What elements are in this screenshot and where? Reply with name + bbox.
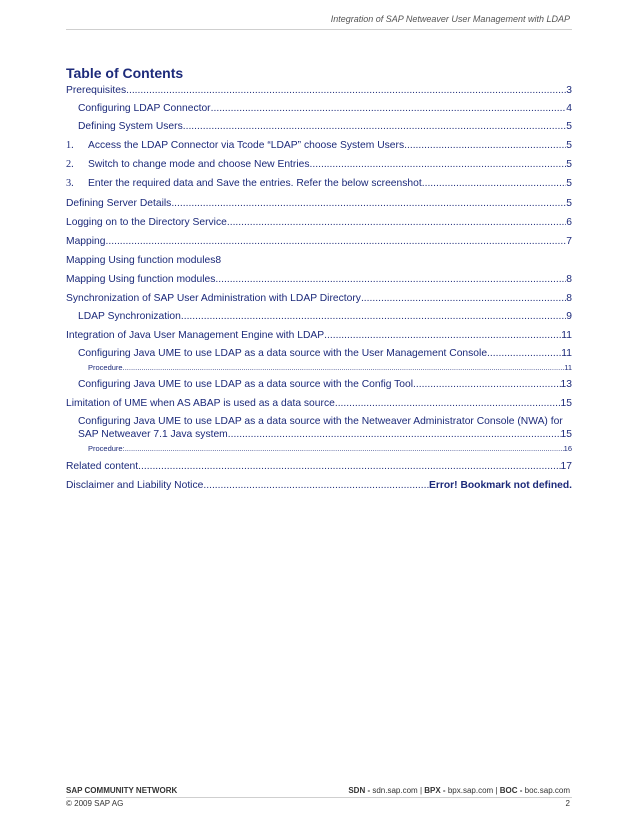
- toc-leader: [404, 139, 566, 152]
- toc-entry-page: 4: [566, 103, 572, 114]
- toc-entry-page: 9: [566, 311, 572, 322]
- toc-entry-ume-nwa-console[interactable]: [66, 415, 572, 441]
- toc-leader: [228, 428, 561, 441]
- toc-leader: [211, 102, 567, 115]
- toc-entry-number: 2.: [66, 159, 74, 170]
- toc-entry-ume-user-management-console[interactable]: [66, 347, 572, 360]
- toc-entry-page: 8: [566, 274, 572, 285]
- footer-copyright: © 2009 SAP AG: [66, 799, 124, 808]
- toc-entry-label: [66, 139, 404, 152]
- toc-entry-number: 1.: [66, 140, 74, 151]
- toc-entry-defining-server-details[interactable]: [66, 197, 572, 210]
- footer-links: [348, 786, 570, 795]
- footer-bpx-label: BPX -: [424, 786, 446, 795]
- toc-entry-defining-system-users[interactable]: [66, 120, 572, 133]
- table-of-contents: [66, 84, 572, 492]
- toc-title: Table of Contents: [66, 65, 184, 81]
- toc-leader: [123, 363, 565, 373]
- toc-entry-label: Related content: [66, 461, 139, 472]
- toc-entry-number: 3.: [66, 178, 74, 189]
- toc-leader: [215, 273, 566, 286]
- toc-entry-procedure[interactable]: [66, 363, 572, 373]
- running-header: Integration of SAP Netweaver User Management with LDAP: [330, 14, 570, 24]
- toc-entry-page: 11: [561, 330, 572, 341]
- toc-leader: [126, 84, 566, 97]
- toc-entry-page: 15: [560, 429, 572, 440]
- toc-entry-error: Error! Bookmark not defined.: [428, 480, 572, 491]
- toc-leader: [181, 310, 566, 323]
- footer-separator: |: [495, 786, 498, 795]
- toc-entry-page: 6: [566, 217, 572, 228]
- toc-leader: [125, 444, 564, 454]
- toc-entry-label: Mapping: [66, 236, 106, 247]
- toc-entry-logging-on[interactable]: [66, 216, 572, 229]
- toc-entry-mapping-function-modules-broken[interactable]: [66, 254, 572, 267]
- toc-entry-label: Synchronization of SAP User Administration with LDAP Directory: [66, 293, 361, 304]
- toc-entry-mapping-function-modules[interactable]: [66, 273, 572, 286]
- toc-entry-label: [66, 158, 310, 171]
- footer-separator: |: [419, 786, 423, 795]
- footer-boc-label: BOC -: [499, 786, 523, 795]
- toc-entry-integration-java-ume[interactable]: [66, 329, 572, 342]
- toc-entry-page: 5: [566, 121, 572, 132]
- toc-entry-ume-config-tool[interactable]: [66, 378, 572, 391]
- footer-bpx-link[interactable]: bpx.sap.com: [447, 786, 494, 795]
- toc-leader: [171, 197, 566, 210]
- toc-entry-ldap-synchronization[interactable]: [66, 310, 572, 323]
- toc-entry-text: Access the LDAP Connector via Tcode “LDAP” choose System Users: [88, 140, 405, 151]
- toc-entry-label: Configuring Java UME to use LDAP as a data source with the User Management Console: [78, 348, 488, 359]
- toc-entry-page: 11: [564, 363, 572, 372]
- toc-leader: [361, 292, 566, 305]
- toc-entry-label: Configuring LDAP Connector: [78, 103, 211, 114]
- toc-entry-configuring-ldap-connector[interactable]: [66, 102, 572, 115]
- toc-entry-label-line2: SAP Netweaver 7.1 Java system: [78, 429, 228, 440]
- toc-leader: [183, 120, 567, 133]
- toc-entry-text: Switch to change mode and choose New Entries: [88, 159, 310, 170]
- footer-sdn-label: SDN -: [348, 786, 371, 795]
- toc-leader: [203, 479, 429, 492]
- toc-entry-step-3[interactable]: [66, 177, 572, 190]
- toc-entry-label: Defining System Users: [78, 121, 183, 132]
- toc-leader: [310, 158, 567, 171]
- toc-entry-page: 5: [566, 198, 572, 209]
- toc-entry-label-line1: Configuring Java UME to use LDAP as a data source with the Netweaver Administrator Console (NWA) for: [78, 416, 563, 427]
- toc-entry-label: Defining Server Details: [66, 198, 172, 209]
- toc-entry-page: 16: [563, 444, 572, 453]
- toc-entry-disclaimer[interactable]: [66, 479, 572, 492]
- toc-entry-page: 15: [560, 398, 572, 409]
- footer-rule: [66, 797, 572, 798]
- toc-entry-line2: [78, 428, 572, 441]
- toc-leader: [324, 329, 561, 342]
- toc-entry-step-1[interactable]: [66, 139, 572, 152]
- toc-entry-page: 3: [566, 85, 572, 96]
- toc-entry-synchronization[interactable]: [66, 292, 572, 305]
- toc-entry-page: 13: [560, 379, 572, 390]
- header-rule: [66, 29, 572, 30]
- toc-entry-limitation-ume[interactable]: [66, 397, 572, 410]
- toc-entry-page: 5: [566, 178, 572, 189]
- toc-entry-procedure-2[interactable]: [66, 444, 572, 454]
- toc-entry-label: Mapping Using function modules8: [66, 255, 222, 266]
- toc-entry-label: Configuring Java UME to use LDAP as a data source with the Config Tool: [78, 379, 414, 390]
- toc-entry-page: 5: [566, 140, 572, 151]
- toc-entry-page: 11: [561, 348, 572, 359]
- toc-leader: [227, 216, 566, 229]
- toc-leader: [425, 177, 567, 190]
- toc-entry-label: Prerequisites: [66, 85, 127, 96]
- toc-leader: [106, 235, 567, 248]
- toc-entry-prerequisites[interactable]: [66, 84, 572, 97]
- toc-entry-step-2[interactable]: [66, 158, 572, 171]
- toc-entry-label: [66, 177, 425, 190]
- toc-entry-page: 7: [566, 236, 572, 247]
- footer-network: SAP COMMUNITY NETWORK: [66, 786, 178, 795]
- toc-entry-label: Procedure:: [88, 444, 125, 453]
- toc-entry-label: Mapping Using function modules: [66, 274, 216, 285]
- toc-entry-page: 17: [560, 461, 572, 472]
- toc-leader: [335, 397, 561, 410]
- toc-leader: [487, 347, 561, 360]
- toc-entry-page: 5: [566, 159, 572, 170]
- toc-entry-mapping[interactable]: [66, 235, 572, 248]
- toc-entry-page: 8: [566, 293, 572, 304]
- toc-leader: [138, 460, 560, 473]
- toc-entry-related-content[interactable]: [66, 460, 572, 473]
- footer-boc-link[interactable]: boc.sap.com: [524, 786, 570, 795]
- toc-leader: [413, 378, 561, 391]
- toc-entry-label: Procedure: [88, 363, 123, 372]
- page-number: 2: [565, 799, 570, 808]
- toc-entry-label: Logging on to the Directory Service: [66, 217, 227, 228]
- toc-entry-label: LDAP Synchronization: [78, 311, 181, 322]
- toc-entry-label: Integration of Java User Management Engine with LDAP: [66, 330, 325, 341]
- toc-entry-label: Disclaimer and Liability Notice: [66, 480, 204, 491]
- footer-sdn-link[interactable]: sdn.sap.com: [372, 786, 418, 795]
- toc-entry-label: Limitation of UME when AS ABAP is used as a data source: [66, 398, 335, 409]
- toc-entry-text: Enter the required data and Save the entries. Refer the below screenshot.: [88, 178, 425, 189]
